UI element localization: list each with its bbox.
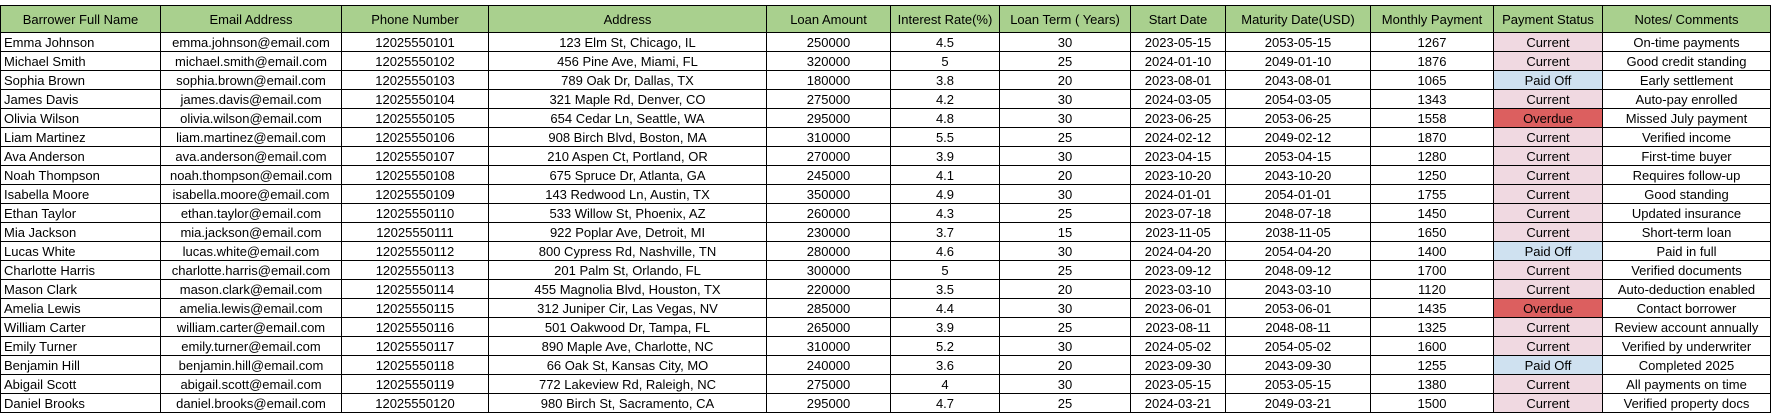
cell-start-date[interactable]: 2023-09-12 — [1131, 261, 1226, 280]
status-badge[interactable]: Current — [1494, 147, 1603, 166]
cell-interest-rate[interactable]: 4.6 — [891, 242, 1000, 261]
cell-address[interactable]: 501 Oakwood Dr, Tampa, FL — [489, 318, 767, 337]
cell-interest-rate[interactable]: 4.9 — [891, 185, 1000, 204]
cell-loan-amount[interactable]: 230000 — [767, 223, 891, 242]
cell-loan-term[interactable]: 30 — [1000, 147, 1131, 166]
table-row — [1, 90, 1771, 109]
cell-interest-rate[interactable]: 3.6 — [891, 356, 1000, 375]
table-row — [1, 128, 1771, 147]
table-row — [1, 223, 1771, 242]
cell-loan-amount[interactable]: 295000 — [767, 394, 891, 413]
cell-email-address[interactable]: lucas.white@email.com — [161, 242, 342, 261]
loan-table — [0, 5, 1771, 413]
cell-maturity-date[interactable]: 2043-10-20 — [1226, 166, 1371, 185]
cell-monthly-payment[interactable]: 1876 — [1371, 52, 1494, 71]
cell-phone-number[interactable]: 12025550119 — [342, 375, 489, 394]
cell-loan-amount[interactable]: 310000 — [767, 337, 891, 356]
cell-borrower-full-name[interactable]: Olivia Wilson — [1, 109, 161, 128]
cell-notes-comments[interactable]: First-time buyer — [1603, 147, 1771, 166]
status-badge[interactable]: Paid Off — [1494, 356, 1603, 375]
cell-notes-comments[interactable]: Updated insurance — [1603, 204, 1771, 223]
cell-maturity-date[interactable]: 2054-01-01 — [1226, 185, 1371, 204]
cell-address[interactable]: 455 Magnolia Blvd, Houston, TX — [489, 280, 767, 299]
cell-loan-amount[interactable]: 265000 — [767, 318, 891, 337]
cell-maturity-date[interactable]: 2053-05-15 — [1226, 375, 1371, 394]
status-badge[interactable]: Current — [1494, 204, 1603, 223]
table-row — [1, 394, 1771, 413]
cell-phone-number[interactable]: 12025550113 — [342, 261, 489, 280]
column-header-payment-status[interactable]: Payment Status — [1494, 6, 1603, 33]
column-header-start-date[interactable]: Start Date — [1131, 6, 1226, 33]
cell-loan-term[interactable]: 30 — [1000, 33, 1131, 52]
cell-maturity-date[interactable]: 2053-06-25 — [1226, 109, 1371, 128]
status-badge[interactable]: Current — [1494, 337, 1603, 356]
cell-phone-number[interactable]: 12025550102 — [342, 52, 489, 71]
cell-monthly-payment[interactable]: 1435 — [1371, 299, 1494, 318]
cell-start-date[interactable]: 2023-11-05 — [1131, 223, 1226, 242]
cell-start-date[interactable]: 2023-03-10 — [1131, 280, 1226, 299]
cell-phone-number[interactable]: 12025550107 — [342, 147, 489, 166]
cell-interest-rate[interactable]: 4.8 — [891, 109, 1000, 128]
cell-phone-number[interactable]: 12025550115 — [342, 299, 489, 318]
cell-phone-number[interactable]: 12025550120 — [342, 394, 489, 413]
cell-start-date[interactable]: 2024-03-05 — [1131, 90, 1226, 109]
column-header-loan-amount[interactable]: Loan Amount — [767, 6, 891, 33]
cell-start-date[interactable]: 2024-03-21 — [1131, 394, 1226, 413]
cell-notes-comments[interactable]: Auto-deduction enabled — [1603, 280, 1771, 299]
cell-borrower-full-name[interactable]: Ava Anderson — [1, 147, 161, 166]
cell-maturity-date[interactable]: 2054-05-02 — [1226, 337, 1371, 356]
cell-borrower-full-name[interactable]: Lucas White — [1, 242, 161, 261]
cell-start-date[interactable]: 2024-01-10 — [1131, 52, 1226, 71]
cell-notes-comments[interactable]: Verified by underwriter — [1603, 337, 1771, 356]
cell-phone-number[interactable]: 12025550110 — [342, 204, 489, 223]
cell-start-date[interactable]: 2023-10-20 — [1131, 166, 1226, 185]
cell-borrower-full-name[interactable]: Ethan Taylor — [1, 204, 161, 223]
cell-borrower-full-name[interactable]: Abigail Scott — [1, 375, 161, 394]
cell-loan-amount[interactable]: 295000 — [767, 109, 891, 128]
table-row — [1, 71, 1771, 90]
table-row — [1, 52, 1771, 71]
cell-address[interactable]: 980 Birch St, Sacramento, CA — [489, 394, 767, 413]
cell-loan-amount[interactable]: 280000 — [767, 242, 891, 261]
cell-start-date[interactable]: 2023-07-18 — [1131, 204, 1226, 223]
cell-interest-rate[interactable]: 3.9 — [891, 318, 1000, 337]
cell-start-date[interactable]: 2023-09-30 — [1131, 356, 1226, 375]
cell-address[interactable]: 312 Juniper Cir, Las Vegas, NV — [489, 299, 767, 318]
cell-monthly-payment[interactable]: 1280 — [1371, 147, 1494, 166]
column-header-address[interactable]: Address — [489, 6, 767, 33]
table-row — [1, 185, 1771, 204]
cell-monthly-payment[interactable]: 1755 — [1371, 185, 1494, 204]
cell-address[interactable]: 890 Maple Ave, Charlotte, NC — [489, 337, 767, 356]
cell-monthly-payment[interactable]: 1267 — [1371, 33, 1494, 52]
cell-address[interactable]: 123 Elm St, Chicago, IL — [489, 33, 767, 52]
cell-maturity-date[interactable]: 2043-03-10 — [1226, 280, 1371, 299]
cell-interest-rate[interactable]: 4.4 — [891, 299, 1000, 318]
cell-maturity-date[interactable]: 2054-04-20 — [1226, 242, 1371, 261]
cell-loan-amount[interactable]: 220000 — [767, 280, 891, 299]
status-badge[interactable]: Paid Off — [1494, 71, 1603, 90]
cell-monthly-payment[interactable]: 1380 — [1371, 375, 1494, 394]
cell-email-address[interactable]: mason.clark@email.com — [161, 280, 342, 299]
status-badge[interactable]: Current — [1494, 280, 1603, 299]
cell-notes-comments[interactable]: Review account annually — [1603, 318, 1771, 337]
cell-borrower-full-name[interactable]: Sophia Brown — [1, 71, 161, 90]
cell-start-date[interactable]: 2024-02-12 — [1131, 128, 1226, 147]
status-badge[interactable]: Current — [1494, 261, 1603, 280]
table-row — [1, 33, 1771, 52]
cell-address[interactable]: 143 Redwood Ln, Austin, TX — [489, 185, 767, 204]
cell-interest-rate[interactable]: 3.8 — [891, 71, 1000, 90]
cell-address[interactable]: 456 Pine Ave, Miami, FL — [489, 52, 767, 71]
cell-start-date[interactable]: 2023-08-01 — [1131, 71, 1226, 90]
cell-loan-amount[interactable]: 245000 — [767, 166, 891, 185]
cell-start-date[interactable]: 2023-06-01 — [1131, 299, 1226, 318]
cell-monthly-payment[interactable]: 1065 — [1371, 71, 1494, 90]
status-badge[interactable]: Current — [1494, 33, 1603, 52]
cell-loan-amount[interactable]: 285000 — [767, 299, 891, 318]
cell-maturity-date[interactable]: 2048-07-18 — [1226, 204, 1371, 223]
cell-loan-term[interactable]: 20 — [1000, 166, 1131, 185]
cell-start-date[interactable]: 2023-04-15 — [1131, 147, 1226, 166]
cell-maturity-date[interactable]: 2048-08-11 — [1226, 318, 1371, 337]
cell-monthly-payment[interactable]: 1120 — [1371, 280, 1494, 299]
cell-borrower-full-name[interactable]: James Davis — [1, 90, 161, 109]
cell-start-date[interactable]: 2023-06-25 — [1131, 109, 1226, 128]
column-header-notes-comments[interactable]: Notes/ Comments — [1603, 6, 1771, 33]
cell-notes-comments[interactable]: Short-term loan — [1603, 223, 1771, 242]
cell-interest-rate[interactable]: 4.3 — [891, 204, 1000, 223]
header-row — [1, 6, 1771, 33]
cell-maturity-date[interactable]: 2049-02-12 — [1226, 128, 1371, 147]
cell-phone-number[interactable]: 12025550103 — [342, 71, 489, 90]
cell-email-address[interactable]: michael.smith@email.com — [161, 52, 342, 71]
status-badge[interactable]: Current — [1494, 90, 1603, 109]
cell-interest-rate[interactable]: 3.5 — [891, 280, 1000, 299]
cell-monthly-payment[interactable]: 1870 — [1371, 128, 1494, 147]
cell-start-date[interactable]: 2024-01-01 — [1131, 185, 1226, 204]
cell-interest-rate[interactable]: 5 — [891, 261, 1000, 280]
cell-interest-rate[interactable]: 3.7 — [891, 223, 1000, 242]
table-row — [1, 280, 1771, 299]
cell-email-address[interactable]: olivia.wilson@email.com — [161, 109, 342, 128]
cell-loan-term[interactable]: 25 — [1000, 128, 1131, 147]
table-row — [1, 147, 1771, 166]
cell-loan-term[interactable]: 25 — [1000, 204, 1131, 223]
cell-notes-comments[interactable]: Requires follow-up — [1603, 166, 1771, 185]
cell-maturity-date[interactable]: 2053-05-15 — [1226, 33, 1371, 52]
column-header-phone-number[interactable]: Phone Number — [342, 6, 489, 33]
cell-email-address[interactable]: william.carter@email.com — [161, 318, 342, 337]
cell-notes-comments[interactable]: Early settlement — [1603, 71, 1771, 90]
cell-loan-term[interactable]: 30 — [1000, 109, 1131, 128]
cell-address[interactable]: 922 Poplar Ave, Detroit, MI — [489, 223, 767, 242]
cell-interest-rate[interactable]: 4.7 — [891, 394, 1000, 413]
cell-loan-amount[interactable]: 260000 — [767, 204, 891, 223]
cell-borrower-full-name[interactable]: Charlotte Harris — [1, 261, 161, 280]
status-badge[interactable]: Overdue — [1494, 299, 1603, 318]
status-badge[interactable]: Current — [1494, 52, 1603, 71]
cell-borrower-full-name[interactable]: Benjamin Hill — [1, 356, 161, 375]
cell-borrower-full-name[interactable]: Noah Thompson — [1, 166, 161, 185]
cell-start-date[interactable]: 2023-05-15 — [1131, 33, 1226, 52]
cell-monthly-payment[interactable]: 1450 — [1371, 204, 1494, 223]
cell-borrower-full-name[interactable]: Michael Smith — [1, 52, 161, 71]
cell-interest-rate[interactable]: 4.5 — [891, 33, 1000, 52]
cell-borrower-full-name[interactable]: Liam Martinez — [1, 128, 161, 147]
cell-email-address[interactable]: ava.anderson@email.com — [161, 147, 342, 166]
cell-email-address[interactable]: james.davis@email.com — [161, 90, 342, 109]
status-badge[interactable]: Overdue — [1494, 109, 1603, 128]
table-row — [1, 261, 1771, 280]
cell-notes-comments[interactable]: Paid in full — [1603, 242, 1771, 261]
cell-interest-rate[interactable]: 4.2 — [891, 90, 1000, 109]
cell-address[interactable]: 654 Cedar Ln, Seattle, WA — [489, 109, 767, 128]
cell-notes-comments[interactable]: On-time payments — [1603, 33, 1771, 52]
cell-interest-rate[interactable]: 5.2 — [891, 337, 1000, 356]
cell-email-address[interactable]: benjamin.hill@email.com — [161, 356, 342, 375]
cell-address[interactable]: 908 Birch Blvd, Boston, MA — [489, 128, 767, 147]
cell-phone-number[interactable]: 12025550114 — [342, 280, 489, 299]
cell-loan-amount[interactable]: 275000 — [767, 375, 891, 394]
cell-maturity-date[interactable]: 2038-11-05 — [1226, 223, 1371, 242]
status-badge[interactable]: Current — [1494, 394, 1603, 413]
table-row — [1, 299, 1771, 318]
cell-email-address[interactable]: charlotte.harris@email.com — [161, 261, 342, 280]
cell-address[interactable]: 321 Maple Rd, Denver, CO — [489, 90, 767, 109]
cell-interest-rate[interactable]: 5 — [891, 52, 1000, 71]
cell-notes-comments[interactable]: Verified documents — [1603, 261, 1771, 280]
cell-borrower-full-name[interactable]: Mason Clark — [1, 280, 161, 299]
cell-borrower-full-name[interactable]: Mia Jackson — [1, 223, 161, 242]
cell-monthly-payment[interactable]: 1255 — [1371, 356, 1494, 375]
cell-phone-number[interactable]: 12025550117 — [342, 337, 489, 356]
cell-address[interactable]: 772 Lakeview Rd, Raleigh, NC — [489, 375, 767, 394]
cell-address[interactable]: 66 Oak St, Kansas City, MO — [489, 356, 767, 375]
cell-phone-number[interactable]: 12025550104 — [342, 90, 489, 109]
column-header-interest-rate[interactable]: Interest Rate(%) — [891, 6, 1000, 33]
cell-address[interactable]: 675 Spruce Dr, Atlanta, GA — [489, 166, 767, 185]
cell-start-date[interactable]: 2023-05-15 — [1131, 375, 1226, 394]
cell-address[interactable]: 210 Aspen Ct, Portland, OR — [489, 147, 767, 166]
cell-borrower-full-name[interactable]: Emma Johnson — [1, 33, 161, 52]
cell-borrower-full-name[interactable]: Emily Turner — [1, 337, 161, 356]
cell-email-address[interactable]: emily.turner@email.com — [161, 337, 342, 356]
cell-address[interactable]: 201 Palm St, Orlando, FL — [489, 261, 767, 280]
table-row — [1, 337, 1771, 356]
cell-maturity-date[interactable]: 2043-08-01 — [1226, 71, 1371, 90]
status-badge[interactable]: Current — [1494, 223, 1603, 242]
cell-loan-term[interactable]: 25 — [1000, 394, 1131, 413]
table-row — [1, 375, 1771, 394]
cell-phone-number[interactable]: 12025550101 — [342, 33, 489, 52]
cell-email-address[interactable]: sophia.brown@email.com — [161, 71, 342, 90]
cell-loan-term[interactable]: 20 — [1000, 356, 1131, 375]
cell-address[interactable]: 800 Cypress Rd, Nashville, TN — [489, 242, 767, 261]
cell-maturity-date[interactable]: 2048-09-12 — [1226, 261, 1371, 280]
cell-notes-comments[interactable]: Good credit standing — [1603, 52, 1771, 71]
cell-notes-comments[interactable]: Auto-pay enrolled — [1603, 90, 1771, 109]
cell-email-address[interactable]: liam.martinez@email.com — [161, 128, 342, 147]
cell-loan-amount[interactable]: 240000 — [767, 356, 891, 375]
cell-loan-term[interactable]: 30 — [1000, 299, 1131, 318]
cell-loan-amount[interactable]: 270000 — [767, 147, 891, 166]
loan-table-header — [1, 6, 1771, 33]
cell-notes-comments[interactable]: Good standing — [1603, 185, 1771, 204]
table-row — [1, 109, 1771, 128]
cell-email-address[interactable]: mia.jackson@email.com — [161, 223, 342, 242]
cell-loan-term[interactable]: 30 — [1000, 375, 1131, 394]
status-badge[interactable]: Current — [1494, 185, 1603, 204]
cell-loan-amount[interactable]: 350000 — [767, 185, 891, 204]
cell-monthly-payment[interactable]: 1558 — [1371, 109, 1494, 128]
cell-loan-term[interactable]: 20 — [1000, 280, 1131, 299]
cell-loan-amount[interactable]: 180000 — [767, 71, 891, 90]
cell-loan-term[interactable]: 20 — [1000, 71, 1131, 90]
cell-monthly-payment[interactable]: 1250 — [1371, 166, 1494, 185]
column-header-email-address[interactable]: Email Address — [161, 6, 342, 33]
cell-phone-number[interactable]: 12025550112 — [342, 242, 489, 261]
cell-phone-number[interactable]: 12025550118 — [342, 356, 489, 375]
cell-loan-amount[interactable]: 300000 — [767, 261, 891, 280]
cell-phone-number[interactable]: 12025550106 — [342, 128, 489, 147]
cell-address[interactable]: 789 Oak Dr, Dallas, TX — [489, 71, 767, 90]
cell-start-date[interactable]: 2024-05-02 — [1131, 337, 1226, 356]
table-row — [1, 242, 1771, 261]
cell-monthly-payment[interactable]: 1325 — [1371, 318, 1494, 337]
column-header-maturity-date[interactable]: Maturity Date(USD) — [1226, 6, 1371, 33]
table-row — [1, 318, 1771, 337]
cell-maturity-date[interactable]: 2049-01-10 — [1226, 52, 1371, 71]
cell-borrower-full-name[interactable]: Daniel Brooks — [1, 394, 161, 413]
cell-loan-term[interactable]: 15 — [1000, 223, 1131, 242]
status-badge[interactable]: Current — [1494, 166, 1603, 185]
cell-email-address[interactable]: abigail.scott@email.com — [161, 375, 342, 394]
cell-loan-term[interactable]: 25 — [1000, 318, 1131, 337]
cell-maturity-date[interactable]: 2053-04-15 — [1226, 147, 1371, 166]
cell-start-date[interactable]: 2023-08-11 — [1131, 318, 1226, 337]
status-badge[interactable]: Paid Off — [1494, 242, 1603, 261]
cell-loan-term[interactable]: 30 — [1000, 90, 1131, 109]
cell-start-date[interactable]: 2024-04-20 — [1131, 242, 1226, 261]
cell-monthly-payment[interactable]: 1500 — [1371, 394, 1494, 413]
cell-phone-number[interactable]: 12025550105 — [342, 109, 489, 128]
cell-notes-comments[interactable]: Completed 2025 — [1603, 356, 1771, 375]
cell-phone-number[interactable]: 12025550116 — [342, 318, 489, 337]
cell-monthly-payment[interactable]: 1650 — [1371, 223, 1494, 242]
cell-loan-amount[interactable]: 320000 — [767, 52, 891, 71]
cell-maturity-date[interactable]: 2053-06-01 — [1226, 299, 1371, 318]
cell-interest-rate[interactable]: 3.9 — [891, 147, 1000, 166]
cell-email-address[interactable]: noah.thompson@email.com — [161, 166, 342, 185]
table-row — [1, 166, 1771, 185]
column-header-loan-term[interactable]: Loan Term ( Years) — [1000, 6, 1131, 33]
cell-monthly-payment[interactable]: 1400 — [1371, 242, 1494, 261]
cell-borrower-full-name[interactable]: Isabella Moore — [1, 185, 161, 204]
cell-notes-comments[interactable]: Verified property docs — [1603, 394, 1771, 413]
cell-loan-amount[interactable]: 250000 — [767, 33, 891, 52]
cell-loan-term[interactable]: 30 — [1000, 185, 1131, 204]
cell-address[interactable]: 533 Willow St, Phoenix, AZ — [489, 204, 767, 223]
loan-table-body — [1, 33, 1771, 413]
cell-borrower-full-name[interactable]: Amelia Lewis — [1, 299, 161, 318]
cell-email-address[interactable]: daniel.brooks@email.com — [161, 394, 342, 413]
cell-email-address[interactable]: emma.johnson@email.com — [161, 33, 342, 52]
status-badge[interactable]: Current — [1494, 318, 1603, 337]
cell-borrower-full-name[interactable]: William Carter — [1, 318, 161, 337]
cell-loan-amount[interactable]: 310000 — [767, 128, 891, 147]
status-badge[interactable]: Current — [1494, 128, 1603, 147]
cell-email-address[interactable]: ethan.taylor@email.com — [161, 204, 342, 223]
column-header-monthly-payment[interactable]: Monthly Payment — [1371, 6, 1494, 33]
cell-loan-term[interactable]: 30 — [1000, 337, 1131, 356]
cell-loan-term[interactable]: 25 — [1000, 261, 1131, 280]
table-row — [1, 356, 1771, 375]
cell-maturity-date[interactable]: 2049-03-21 — [1226, 394, 1371, 413]
cell-monthly-payment[interactable]: 1343 — [1371, 90, 1494, 109]
cell-notes-comments[interactable]: Missed July payment — [1603, 109, 1771, 128]
cell-notes-comments[interactable]: Contact borrower — [1603, 299, 1771, 318]
column-header-borrower-full-name[interactable]: Barrower Full Name — [1, 6, 161, 33]
cell-loan-amount[interactable]: 275000 — [767, 90, 891, 109]
table-row — [1, 204, 1771, 223]
status-badge[interactable]: Current — [1494, 375, 1603, 394]
cell-interest-rate[interactable]: 4.1 — [891, 166, 1000, 185]
cell-maturity-date[interactable]: 2054-03-05 — [1226, 90, 1371, 109]
cell-monthly-payment[interactable]: 1700 — [1371, 261, 1494, 280]
cell-phone-number[interactable]: 12025550108 — [342, 166, 489, 185]
cell-maturity-date[interactable]: 2043-09-30 — [1226, 356, 1371, 375]
cell-monthly-payment[interactable]: 1600 — [1371, 337, 1494, 356]
cell-loan-term[interactable]: 30 — [1000, 242, 1131, 261]
cell-loan-term[interactable]: 25 — [1000, 52, 1131, 71]
cell-phone-number[interactable]: 12025550109 — [342, 185, 489, 204]
cell-phone-number[interactable]: 12025550111 — [342, 223, 489, 242]
cell-interest-rate[interactable]: 4 — [891, 375, 1000, 394]
cell-notes-comments[interactable]: Verified income — [1603, 128, 1771, 147]
cell-email-address[interactable]: isabella.moore@email.com — [161, 185, 342, 204]
cell-email-address[interactable]: amelia.lewis@email.com — [161, 299, 342, 318]
cell-interest-rate[interactable]: 5.5 — [891, 128, 1000, 147]
cell-notes-comments[interactable]: All payments on time — [1603, 375, 1771, 394]
